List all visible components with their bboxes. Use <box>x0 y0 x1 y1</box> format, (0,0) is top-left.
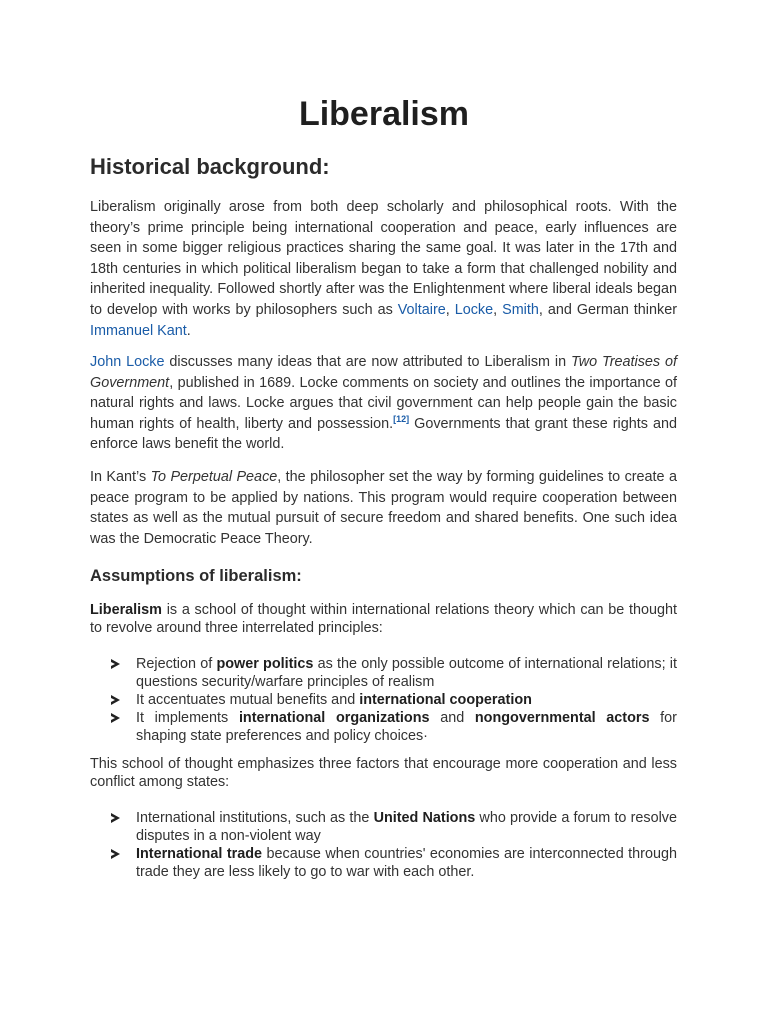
paragraph-text: Liberalism originally arose from both deep scholarly and philosophical roots. With the theory’s prime principle being international cooperation and peace, early influences are seen in some bigger religious practices sharing the same goal. It was later in the 17th and 18th centuries in which political liberalism began to take a form that challenged nobility and inherited inequality. Followed shortly after was the Enlightenment where liberal ideals began to develop with works by philosophers such as <box>90 199 677 318</box>
list-item <box>108 691 677 709</box>
paragraph-text: In Kant’s <box>90 469 151 485</box>
bold-term-international-organizations: international organizations <box>238 710 430 726</box>
list-item-text: Rejection of <box>136 656 217 672</box>
list-item-text: International institutions, such as the <box>136 810 374 826</box>
arrow-bullet-icon <box>111 813 120 823</box>
link-voltaire[interactable]: Voltaire <box>397 301 446 318</box>
paragraph-three-factors: This school of thought emphasizes three factors that encourage more cooperation and less conflict among states: <box>90 756 677 790</box>
list-item <box>108 809 677 845</box>
paragraph-text: discusses many ideas that are now attributed to Liberalism in <box>164 354 571 370</box>
paragraph-liberalism-definition <box>90 601 677 637</box>
separator: , <box>445 301 455 318</box>
subsection-heading-assumptions: Assumptions of liberalism: <box>90 567 302 585</box>
link-smith[interactable]: Smith <box>502 301 539 318</box>
link-john-locke[interactable]: John Locke <box>90 354 165 370</box>
list-item <box>108 655 677 691</box>
arrow-bullet-icon <box>111 713 120 723</box>
paragraph-kant <box>90 467 677 549</box>
list-item-text: for shaping state preferences and policy choices· <box>136 710 677 744</box>
bold-term-united-nations: United Nations <box>373 810 476 826</box>
paragraph-text: , published in 1689. Locke comments on society and outlines the importance of natural rights and laws. Locke argues that civil government can help people gain the basic human rights of health, liberty and possession. <box>90 374 677 432</box>
separator: , <box>493 301 503 318</box>
bold-term-nongovernmental-actors: nongovernmental actors <box>474 710 650 726</box>
principles-list <box>108 655 677 745</box>
link-immanuel-kant[interactable]: Immanuel Kant <box>90 322 187 339</box>
citation-link[interactable]: [12] <box>393 413 410 424</box>
list-item <box>108 845 677 881</box>
bold-term-international-cooperation: international cooperation <box>359 692 532 708</box>
list-item-text: and <box>429 710 475 726</box>
list-item-text: who provide a forum to resolve disputes in a non-violent way <box>136 810 677 844</box>
list-item-text: It accentuates mutual benefits and <box>136 692 360 708</box>
page-title: Liberalism <box>298 95 470 133</box>
paragraph-text: . <box>186 322 191 339</box>
book-title-two-treatises: Two Treatises of Government <box>90 354 677 391</box>
paragraph-john-locke <box>90 352 677 455</box>
book-title-perpetual-peace: To Perpetual Peace <box>150 469 278 485</box>
arrow-bullet-icon <box>111 849 120 859</box>
link-locke[interactable]: Locke <box>454 301 494 318</box>
list-item <box>108 709 677 745</box>
factors-list <box>108 809 677 881</box>
paragraph-text: , the philosopher set the way by forming guidelines to create a peace program to be applied by nations. This program would require cooperation between states as well as the mutual pursuit of secure freedom and shared benefits. One such idea was the Democratic Peace Theory. <box>90 469 677 547</box>
list-item-text: because when countries' economies are interconnected through trade they are less likely to go to war with each other. <box>136 846 677 880</box>
list-item-text: It implements <box>136 710 239 726</box>
list-item-text: as the only possible outcome of international relations; it questions security/warfare principles of realism <box>136 656 677 690</box>
paragraph-text: Governments that grant these rights and enforce laws benefit the world. <box>90 415 677 453</box>
paragraph-origins <box>90 197 677 341</box>
section-heading-historical-background: Historical background: <box>90 154 330 179</box>
arrow-bullet-icon <box>111 659 120 669</box>
paragraph-text: , and German thinker <box>538 301 677 318</box>
bold-term-international-trade: International trade <box>136 846 263 862</box>
arrow-bullet-icon <box>111 695 120 705</box>
paragraph-text: is a school of thought within international relations theory which can be thought to revolve around three interrelated principles: <box>90 602 677 636</box>
bold-term-power-politics: power politics <box>216 656 314 672</box>
bold-term-liberalism: Liberalism <box>90 602 162 618</box>
